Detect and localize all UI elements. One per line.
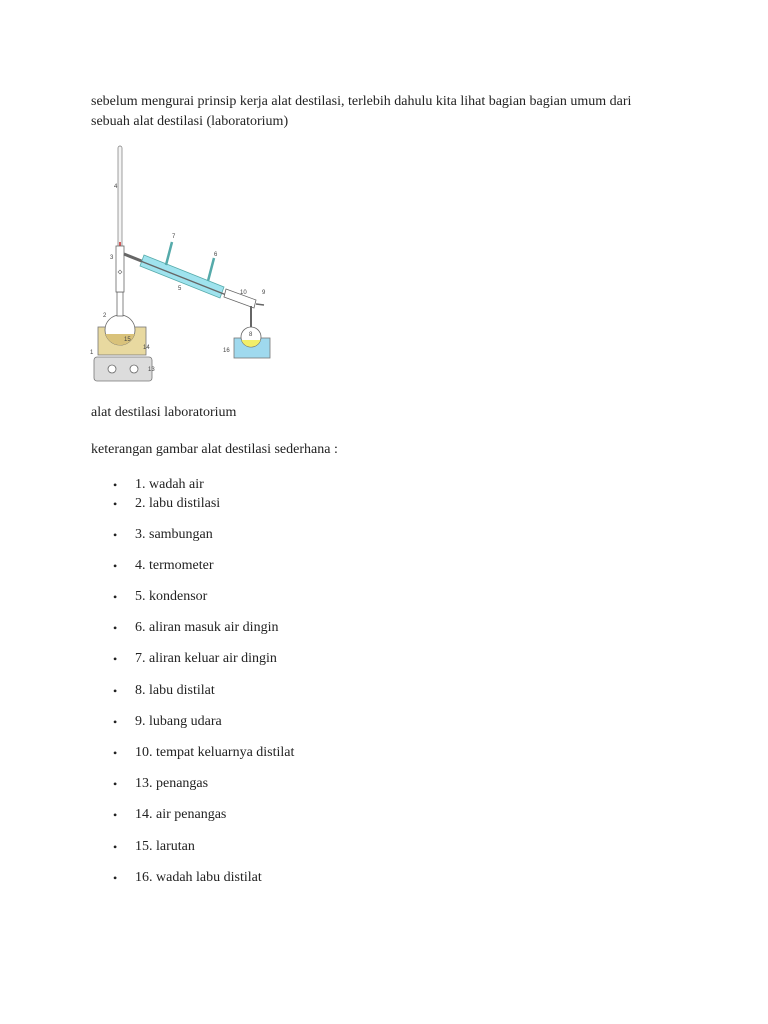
list-item-text: 5. kondensor [135,589,208,604]
label-6: 6 [214,252,218,258]
bullet: • [113,621,118,635]
list-item-text: 1. wadah air [135,477,204,492]
still-head [116,246,124,292]
list-item-text: 7. aliran keluar air dingin [135,651,277,666]
legend-title: keterangan gambar alat destilasi sederhana : [91,442,338,457]
bullet: • [113,497,118,511]
label-2: 2 [103,313,107,319]
bullet: • [113,840,118,854]
bullet: • [113,808,118,822]
hot-plate-knob-left [108,365,116,373]
figure-caption: alat destilasi laboratorium [91,405,237,420]
intro-line-2: sebuah alat destilasi (laboratorium) [91,114,289,129]
list-item-text: 2. labu distilasi [135,496,221,511]
label-9: 9 [262,290,266,296]
air-vent [256,304,264,305]
bullet: • [113,746,118,760]
list-item-text: 16. wadah labu distilat [135,870,262,885]
thermometer [118,146,122,258]
label-5: 5 [178,286,182,292]
water-outlet [166,242,172,265]
label-8: 8 [249,332,253,338]
intro-paragraph [91,92,691,132]
list-item-text: 8. labu distilat [135,683,215,698]
bullet: • [113,684,118,698]
bullet: • [113,715,118,729]
bullet: • [113,590,118,604]
bullet: • [113,559,118,573]
bullet: • [113,528,118,542]
bullet: • [113,478,118,492]
water-inlet [208,258,214,281]
bullet: • [113,652,118,666]
label-15: 15 [124,337,131,343]
list-item-text: 6. aliran masuk air dingin [135,620,279,635]
list-item-text: 10. tempat keluarnya distilat [135,745,295,760]
list-item-text: 14. air penangas [135,807,227,822]
list-item-text: 9. lubang udara [135,714,222,729]
distillation-apparatus-figure [86,142,286,387]
list-item-text: 15. larutan [135,839,195,854]
list-item-text: 3. sambungan [135,527,213,542]
flask-neck [117,292,123,316]
label-16: 16 [223,348,230,354]
bullet: • [113,871,118,885]
condenser-jacket [140,255,224,298]
label-3: 3 [110,255,114,261]
label-7: 7 [172,234,176,240]
label-14: 14 [143,345,150,351]
hot-plate [94,357,152,381]
label-1: 1 [90,350,94,356]
list-item-text: 4. termometer [135,558,214,573]
hot-plate-knob-right [130,365,138,373]
list-item-text: 13. penangas [135,776,209,791]
intro-line-1: sebelum mengurai prinsip kerja alat destilasi, terlebih dahulu kita lihat bagian bagian umum dari [91,94,632,109]
label-10: 10 [240,290,247,296]
label-4: 4 [114,184,118,190]
bullet: • [113,777,118,791]
label-13: 13 [148,367,155,373]
